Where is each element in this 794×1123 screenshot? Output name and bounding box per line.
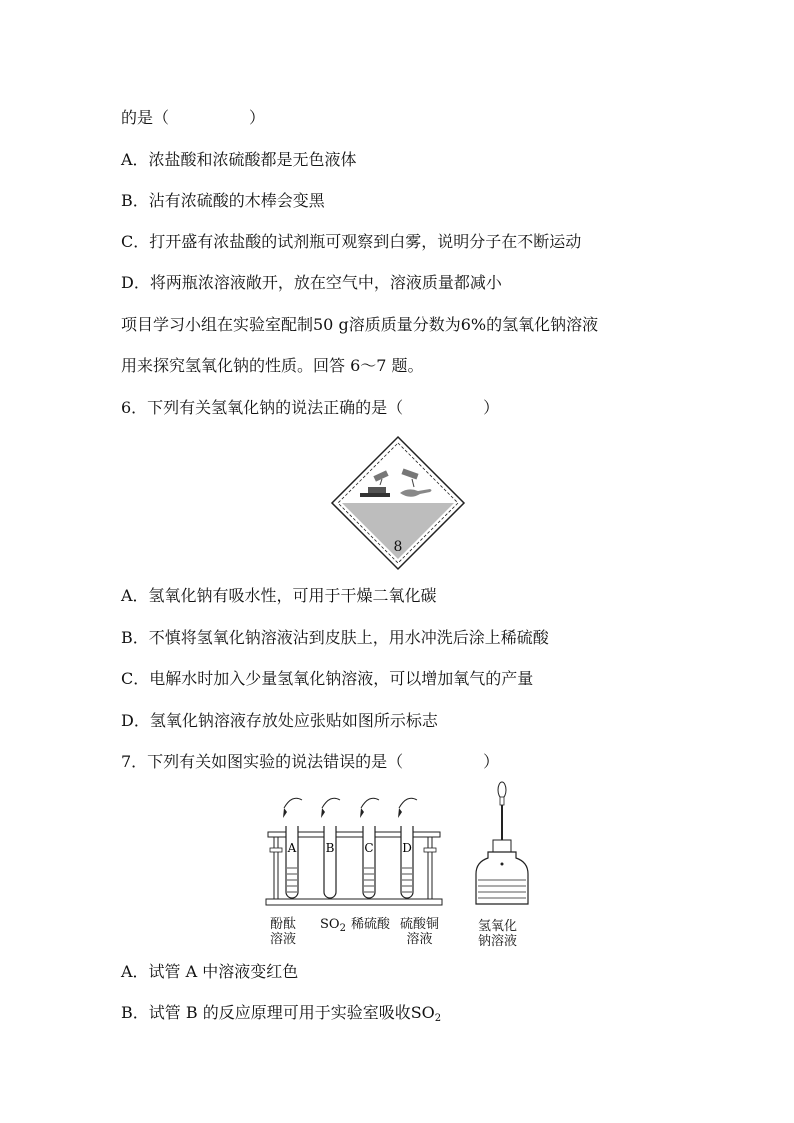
experiment-apparatus-figure [262, 780, 552, 920]
option-b-q7: B．试管 B 的反应原理可用于实验室吸收$SO_2$ [121, 1003, 442, 1024]
label-so2: $SO_2$ [320, 917, 346, 934]
sign-class-number: 8 [393, 539, 403, 555]
tube-label-c: C [364, 841, 374, 855]
dropper-bottle [476, 782, 528, 904]
surface-plate [360, 493, 390, 497]
label-copper-sulfate: 硫酸铜 溶液 [400, 917, 440, 947]
label-dilute-sulfuric-acid: 稀硫酸 [351, 917, 391, 932]
question-6: 6．下列有关氢氧化钠的说法正确的是（ ） [121, 398, 500, 417]
option-d-q5: D．将两瓶浓溶液敞开，放在空气中，溶液质量都减小 [121, 273, 502, 292]
corrosive-sign-figure [330, 435, 466, 571]
option-a-q7: A．试管 A 中溶液变红色 [121, 962, 299, 981]
option-d-q6: D．氢氧化钠溶液存放处应张贴如图所示标志 [121, 711, 438, 730]
context-line-1: 项目学习小组在实验室配制50 g溶质质量分数为6%的氢氧化钠溶液 [121, 315, 599, 334]
option-c-q6: C．电解水时加入少量氢氧化钠溶液，可以增加氧气的产量 [121, 669, 534, 688]
context-line-2: 用来探究氢氧化钠的性质。回答 6～7 题。 [121, 356, 424, 375]
rack-base [266, 899, 442, 905]
label-sodium-hydroxide: 氢氧化 钠溶液 [478, 919, 518, 949]
tube-label-a: A [287, 841, 297, 855]
tube-label-b: B [325, 841, 335, 855]
option-c-q5: C．打开盛有浓盐酸的试剂瓶可观察到白雾，说明分子在不断运动 [121, 232, 582, 251]
option-b-q6: B．不慎将氢氧化钠溶液沾到皮肤上，用水冲洗后涂上稀硫酸 [121, 628, 549, 647]
surface-block [368, 487, 386, 493]
option-b-q5: B．沾有浓硫酸的木棒会变黑 [121, 191, 325, 210]
question-7: 7．下列有关如图实验的说法错误的是（ ） [121, 752, 500, 771]
option-a-q5: A．浓盐酸和浓硫酸都是无色液体 [121, 150, 357, 169]
text-line-continuation: 的是（ ） [121, 108, 266, 127]
label-phenolphthalein: 酚酞 溶液 [270, 917, 297, 947]
tube-label-d: D [402, 841, 412, 855]
option-a-q6: A．氢氧化钠有吸水性，可用于干燥二氧化碳 [121, 586, 437, 605]
